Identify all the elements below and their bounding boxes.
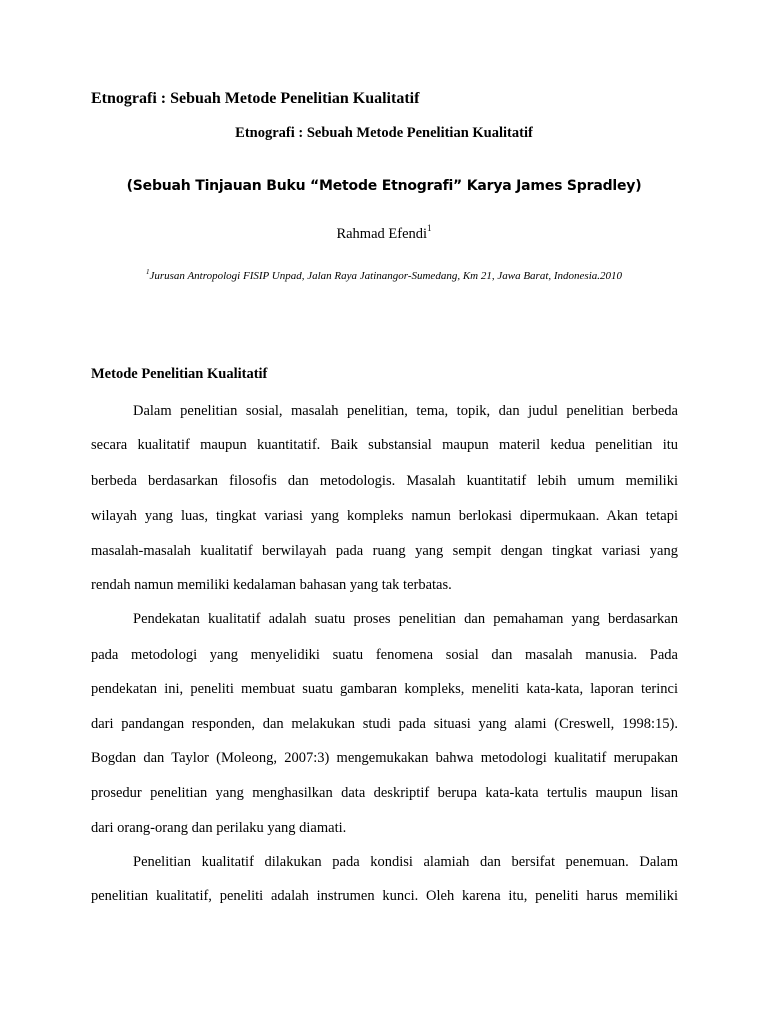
body-line: Dalam penelitian sosial, masalah penelitian, tema, topik, dan judul penelitian berbeda bbox=[133, 403, 678, 419]
body-line: Pendekatan kualitatif adalah suatu proses penelitian dan pemahaman yang berdasarkan bbox=[133, 611, 678, 627]
body-line: secara kualitatif maupun kuantitatif. Baik substansial maupun materil kedua penelitian itu bbox=[91, 437, 678, 453]
body-line: rendah namun memiliki kedalaman bahasan yang tak terbatas. bbox=[91, 577, 452, 593]
document-title: Etnografi : Sebuah Metode Penelitian Kualitatif bbox=[91, 90, 420, 107]
body-line: pada metodologi yang menyelidiki suatu fenomena sosial dan masalah manusia. Pada bbox=[91, 647, 678, 663]
author-name: Rahmad Efendi bbox=[336, 226, 428, 242]
section-heading: Metode Penelitian Kualitatif bbox=[91, 366, 268, 382]
body-line: prosedur penelitian yang menghasilkan data deskriptif berupa kata-kata tertulis maupun lisan bbox=[91, 785, 678, 801]
body-line: pendekatan ini, peneliti membuat suatu gambaran kompleks, meneliti kata-kata, laporan terinci bbox=[91, 681, 678, 697]
body-line: penelitian kualitatif, peneliti adalah instrumen kunci. Oleh karena itu, peneliti harus memiliki bbox=[91, 888, 678, 904]
body-line: wilayah yang luas, tingkat variasi yang kompleks namun berlokasi dipermukaan. Akan tetapi bbox=[91, 508, 678, 524]
author-footnote-mark: 1 bbox=[427, 223, 432, 233]
body-line: Bogdan dan Taylor (Moleong, 2007:3) mengemukakan bahwa metodologi kualitatif merupakan bbox=[91, 750, 678, 766]
document-subtitle: Etnografi : Sebuah Metode Penelitian Kualitatif bbox=[235, 125, 533, 141]
body-line: dari pandangan responden, dan melakukan studi pada situasi yang alami (Creswell, 1998:15). bbox=[91, 716, 678, 732]
affiliation-text: Jurusan Antropologi FISIP Unpad, Jalan Raya Jatinangor-Sumedang, Km 21, Jawa Barat, Indonesia.2010 bbox=[149, 270, 623, 282]
body-line: dari orang-orang dan perilaku yang diamati. bbox=[91, 820, 347, 836]
author-line bbox=[0, 223, 768, 243]
body-line: berbeda berdasarkan filosofis dan metodologis. Masalah kuantitatif lebih umum memiliki bbox=[91, 473, 678, 489]
body-line: masalah-masalah kualitatif berwilayah pada ruang yang sempit dengan tingkat variasi yang bbox=[91, 543, 678, 559]
body-line: Penelitian kualitatif dilakukan pada kondisi alamiah dan bersifat penemuan. Dalam bbox=[133, 854, 678, 870]
affiliation-line bbox=[0, 270, 768, 282]
affiliation-footnote-mark: 1 bbox=[145, 268, 150, 276]
book-review-line: (Sebuah Tinjauan Buku “Metode Etnografi” Karya James Spradley) bbox=[126, 178, 642, 194]
